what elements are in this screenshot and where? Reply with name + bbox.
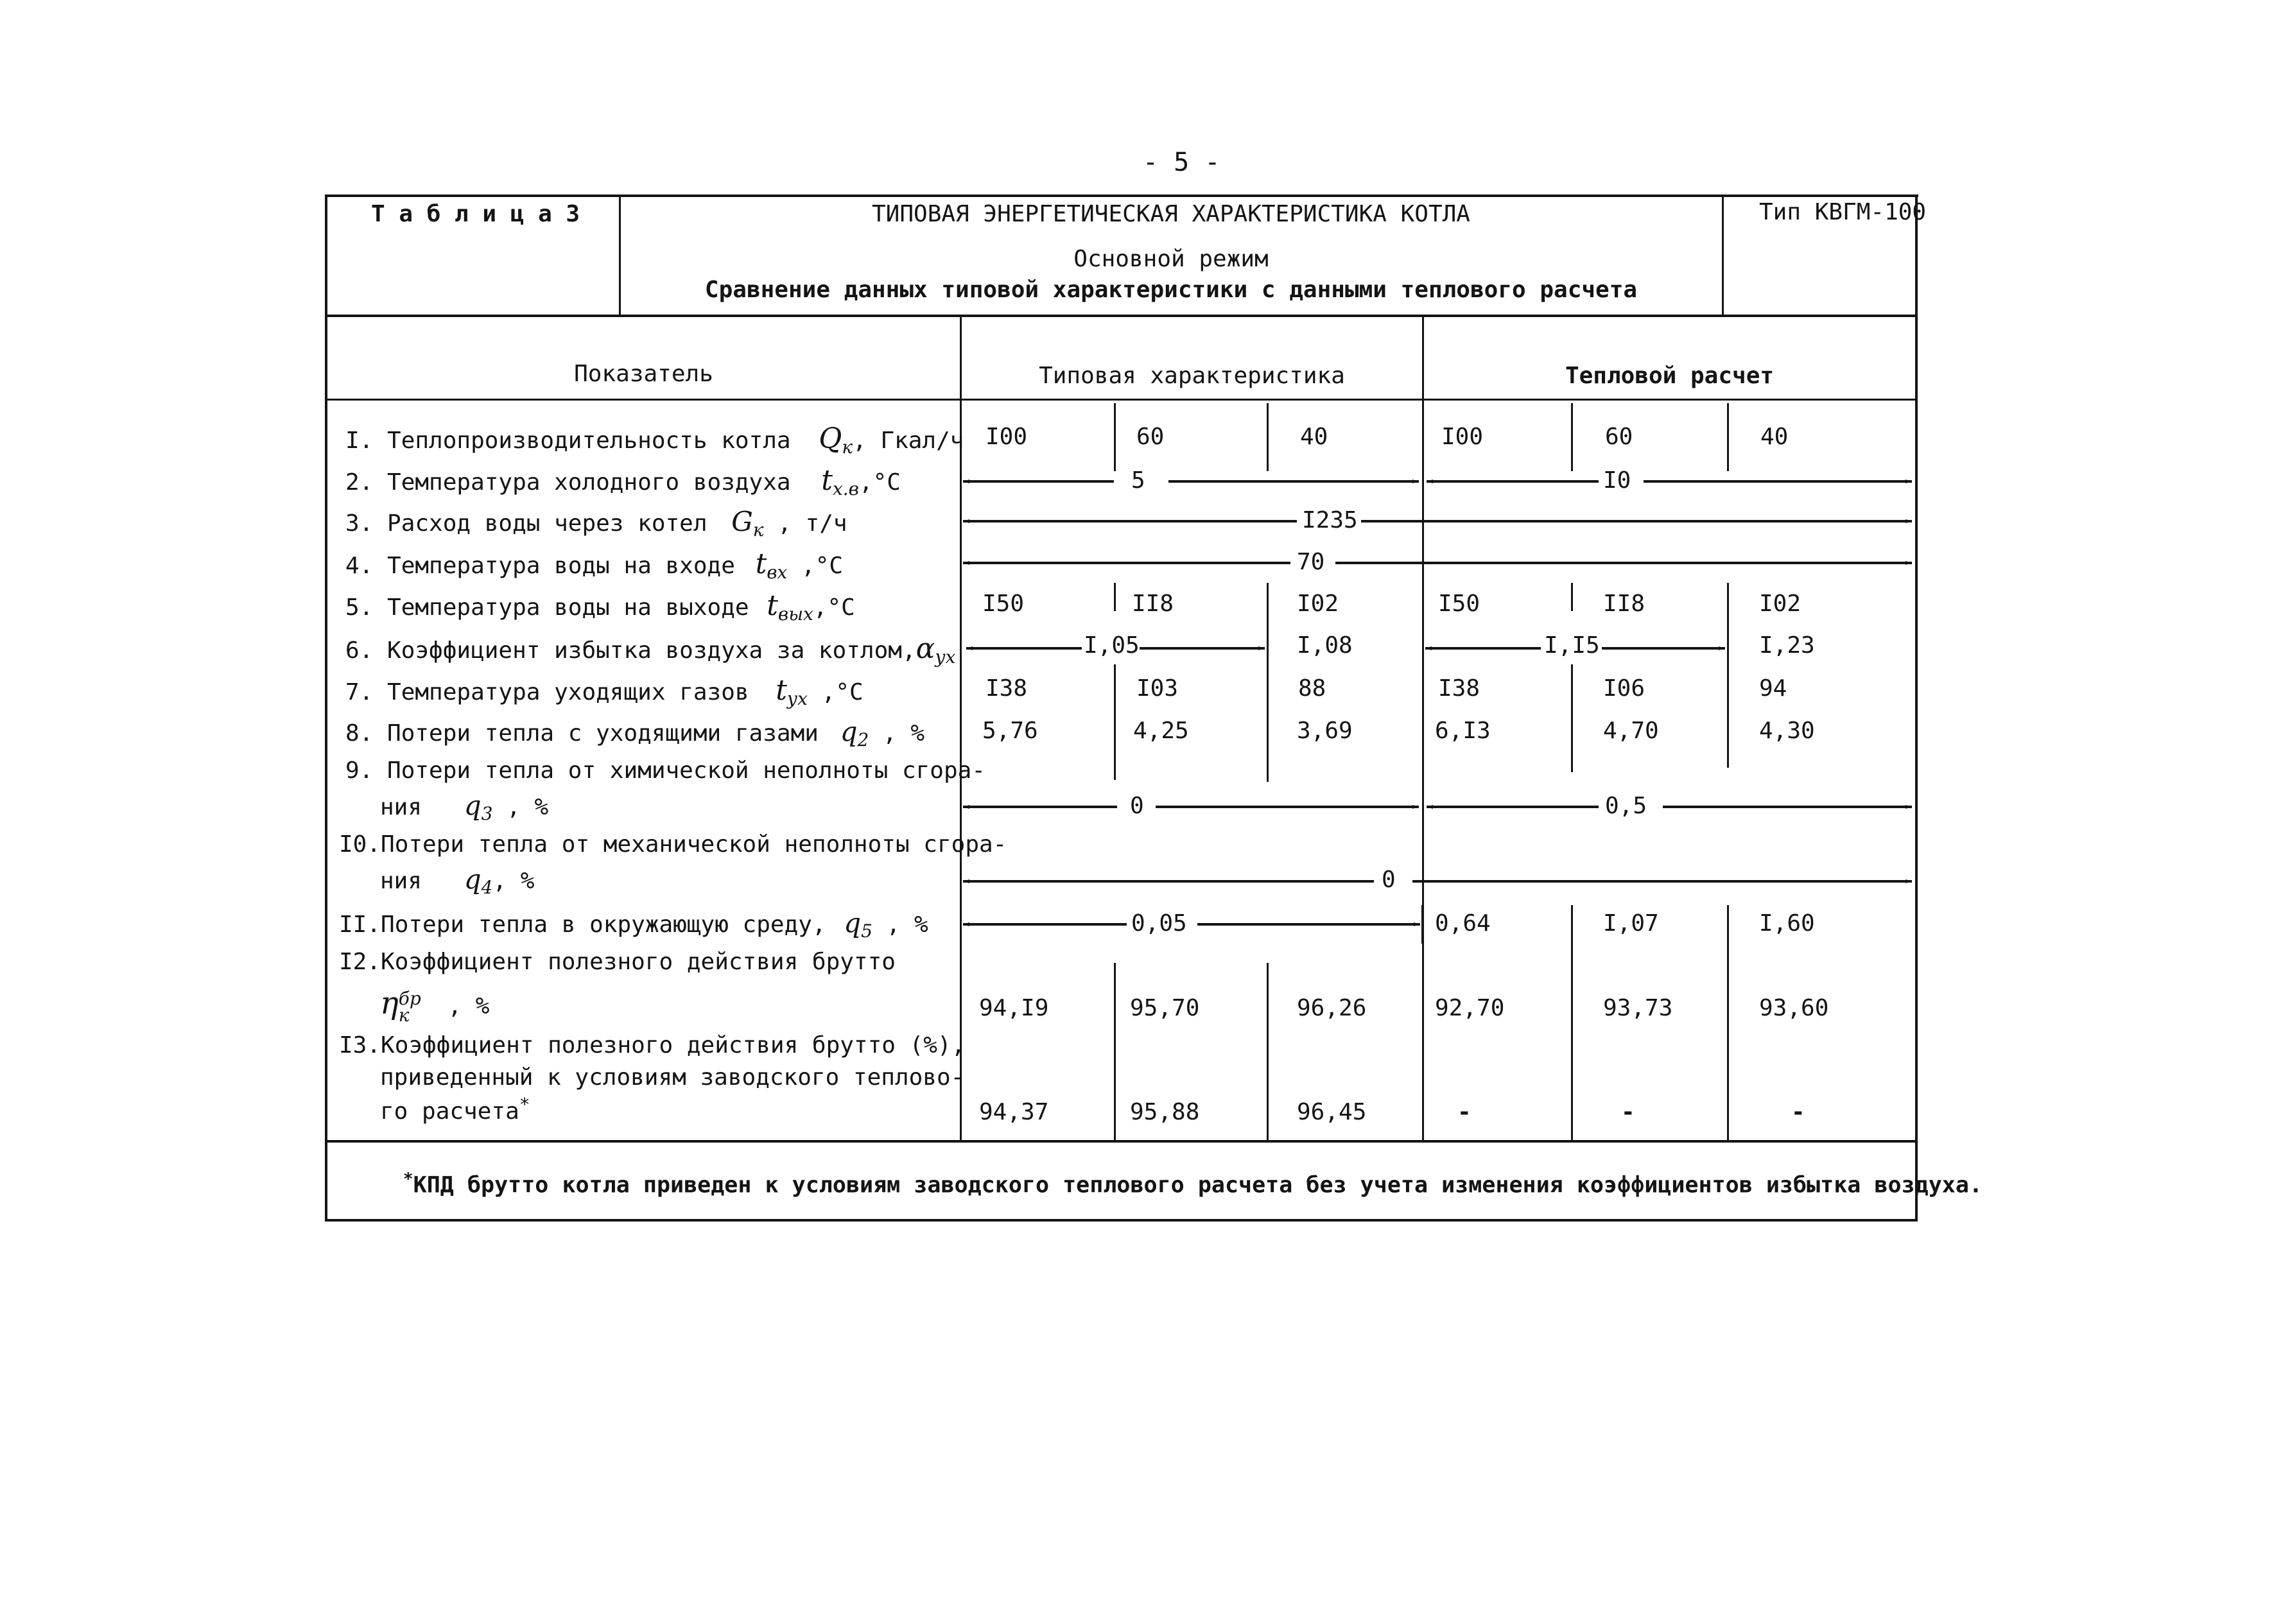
- r8-typical-3: 3,69: [1297, 718, 1353, 744]
- r10-full-span: 0: [1382, 867, 1396, 893]
- row-10-label: I0.Потери тепла от механической неполноты сгора-: [339, 831, 1007, 858]
- row-3-text: 3. Расход воды через котел: [345, 510, 707, 537]
- r7-typical-1: I38: [985, 675, 1028, 702]
- row-8-unit: , %: [869, 720, 925, 747]
- row-8-symbol: q: [840, 716, 858, 747]
- row-1-unit: , Гкал/ч: [853, 428, 964, 454]
- r2-thermal-span: I0: [1603, 467, 1631, 494]
- r8-typical-1: 5,76: [982, 718, 1038, 744]
- row-12-label: I2.Коэффициент полезного действия брутто: [339, 949, 896, 975]
- row-2-text: 2. Температура холодного воздуха: [345, 469, 791, 496]
- table-label: Т а б л и ц а 3: [371, 201, 580, 227]
- r7-typical-3: 88: [1298, 675, 1326, 702]
- r12-thermal-3: 93,60: [1759, 995, 1829, 1021]
- row-11-subscript: 5: [861, 920, 872, 942]
- row-12-symbol: η: [380, 985, 399, 1021]
- r1-thermal-1: I00: [1441, 424, 1484, 450]
- r13-thermal-2: -: [1621, 1099, 1635, 1125]
- row-13-footnote-mark: *: [519, 1094, 530, 1115]
- table-title: ТИПОВАЯ ЭНЕРГЕТИЧЕСКАЯ ХАРАКТЕРИСТИКА КОТЛА: [872, 201, 1470, 227]
- r8-typical-2: 4,25: [1133, 718, 1189, 744]
- r13-typical-1: 94,37: [979, 1099, 1049, 1125]
- r5-thermal-1: I50: [1438, 591, 1480, 617]
- r1-typical-2: 60: [1136, 424, 1165, 450]
- row-3-unit: , т/ч: [763, 510, 847, 537]
- row-1-symbol: Q: [819, 422, 842, 455]
- row-6-label: [345, 632, 955, 668]
- row-7-unit: ,°С: [807, 679, 864, 705]
- row-11-unit: , %: [872, 911, 928, 938]
- row-8-subscript: 2: [857, 729, 869, 751]
- row-11-text: II.Потери тепла в окружающую среду,: [339, 911, 826, 938]
- row-2-label: [345, 464, 901, 499]
- row-5-text: 5. Температура воды на выходе: [345, 594, 749, 621]
- table-subtitle: Сравнение данных типовой характеристики с данными теплового расчета: [704, 277, 1638, 303]
- row-4-symbol: t: [755, 548, 767, 580]
- r13-thermal-3: -: [1791, 1099, 1805, 1125]
- row-6-subscript: ух: [935, 646, 956, 668]
- row-4-text: 4. Температура воды на входе: [345, 553, 735, 579]
- r9-typical-span: 0: [1130, 793, 1144, 819]
- column-header-typical: Типовая характеристика: [1039, 363, 1345, 389]
- row-10-text-cont: ния: [380, 868, 422, 894]
- r5-typical-3: I02: [1297, 591, 1339, 617]
- column-header-indicator: Показатель: [574, 361, 713, 387]
- row-9-label: 9. Потери тепла от химической неполноты сгора-: [345, 757, 985, 784]
- row-12-subscript: к: [398, 1005, 410, 1026]
- r13-thermal-1: -: [1457, 1099, 1471, 1125]
- row-5-symbol: t: [767, 589, 778, 622]
- row-9-label-cont: [380, 790, 548, 824]
- footnote-mark: *: [403, 1170, 413, 1189]
- r8-thermal-2: 4,70: [1603, 718, 1659, 744]
- footnote-text: КПД брутто котла приведен к условиям заводского теплового расчета без учета изменения коэффициентов избытка воздуха.: [413, 1172, 1983, 1198]
- row-2-symbol: t: [821, 464, 833, 497]
- row-5-label: [345, 589, 855, 625]
- r13-typical-3: 96,45: [1297, 1099, 1367, 1125]
- r1-typical-3: 40: [1300, 424, 1328, 450]
- r6-typical-span: I,05: [1084, 632, 1140, 659]
- r9-thermal-span: 0,5: [1605, 793, 1647, 819]
- footnote: [403, 1170, 1983, 1198]
- r6-thermal-3: I,23: [1759, 632, 1815, 659]
- row-2-subscript: х.в: [832, 478, 859, 500]
- r11-thermal-1: 0,64: [1435, 910, 1491, 937]
- row-1-text: I. Теплопроизводительность котла: [345, 428, 791, 454]
- r7-typical-2: I03: [1136, 675, 1179, 702]
- row-8-text: 8. Потери тепла с уходящими газами: [345, 720, 819, 747]
- row-3-subscript: к: [752, 519, 764, 541]
- r13-typical-2: 95,88: [1130, 1099, 1200, 1125]
- row-5-subscript: вых: [777, 603, 813, 625]
- r11-thermal-2: I,07: [1603, 910, 1659, 937]
- row-7-label: [345, 674, 864, 709]
- boiler-type: Тип КВГМ-100: [1759, 199, 1927, 225]
- r11-thermal-3: I,60: [1759, 910, 1815, 937]
- row-13-label-cont2: [380, 1094, 530, 1125]
- r1-typical-1: I00: [985, 424, 1028, 450]
- r3-full-span: I235: [1302, 507, 1358, 533]
- row-9-subscript: 3: [481, 803, 493, 825]
- r5-typical-1: I50: [982, 591, 1025, 617]
- row-7-text: 7. Температура уходящих газов: [345, 679, 749, 705]
- r6-typical-3: I,08: [1297, 632, 1353, 659]
- row-1-label: [345, 422, 964, 458]
- row-2-unit: ,°С: [858, 469, 901, 496]
- row-13-label-cont: приведенный к условиям заводского теплово-: [380, 1064, 965, 1091]
- row-4-unit: ,°С: [787, 553, 844, 579]
- r12-typical-1: 94,I9: [979, 995, 1049, 1021]
- r8-thermal-3: 4,30: [1759, 718, 1815, 744]
- row-8-label: [345, 716, 924, 750]
- r7-thermal-3: 94: [1759, 675, 1787, 702]
- row-9-unit: , %: [492, 794, 549, 820]
- row-10-subscript: 4: [481, 877, 493, 899]
- row-1-subscript: к: [842, 436, 853, 458]
- row-6-symbol: α: [916, 632, 935, 665]
- row-13-text-cont: го расчета: [380, 1098, 519, 1125]
- row-9-text-cont: ния: [380, 794, 422, 820]
- r7-thermal-1: I38: [1438, 675, 1480, 702]
- r12-typical-2: 95,70: [1130, 995, 1200, 1021]
- r6-thermal-span: I,I5: [1544, 632, 1600, 659]
- r2-typical-span: 5: [1131, 467, 1145, 494]
- row-3-label: [345, 506, 847, 540]
- r5-thermal-3: I02: [1759, 591, 1801, 617]
- mode-label: Основной режим: [1073, 246, 1269, 272]
- r12-thermal-1: 92,70: [1435, 995, 1505, 1021]
- row-12-superscript: бр: [398, 988, 421, 1009]
- r4-full-span: 70: [1297, 549, 1325, 575]
- row-4-subscript: вх: [767, 562, 788, 583]
- row-7-symbol: t: [776, 674, 787, 707]
- row-9-symbol: q: [464, 790, 482, 821]
- column-header-thermal: Тепловой расчет: [1565, 363, 1775, 389]
- r11-typical-span: 0,05: [1131, 910, 1187, 937]
- row-11-label: [339, 907, 928, 942]
- row-12-unit: , %: [433, 993, 490, 1019]
- page-number: - 5 -: [1143, 148, 1220, 177]
- r5-thermal-2: II8: [1603, 591, 1645, 617]
- row-10-symbol: q: [464, 863, 482, 895]
- r7-thermal-2: I06: [1603, 675, 1645, 702]
- r1-thermal-3: 40: [1760, 424, 1789, 450]
- r8-thermal-1: 6,I3: [1435, 718, 1491, 744]
- r1-thermal-2: 60: [1605, 424, 1633, 450]
- row-7-subscript: ух: [786, 688, 808, 710]
- r12-thermal-2: 93,73: [1603, 995, 1673, 1021]
- row-5-unit: ,°С: [813, 594, 855, 621]
- row-3-symbol: G: [731, 506, 753, 537]
- row-10-label-cont: [380, 863, 534, 898]
- q5-divider-mark: [1421, 905, 1423, 944]
- row-10-unit: , %: [492, 868, 535, 894]
- row-11-symbol: q: [844, 907, 862, 938]
- row-4-label: [345, 548, 843, 583]
- r5-typical-2: II8: [1132, 591, 1174, 617]
- row-6-text: 6. Коэффициент избытка воздуха за котлом,: [345, 637, 916, 664]
- row-13-label: I3.Коэффициент полезного действия брутто (%),: [339, 1032, 966, 1058]
- r12-typical-3: 96,26: [1297, 995, 1367, 1021]
- row-12-label-cont: [380, 985, 489, 1024]
